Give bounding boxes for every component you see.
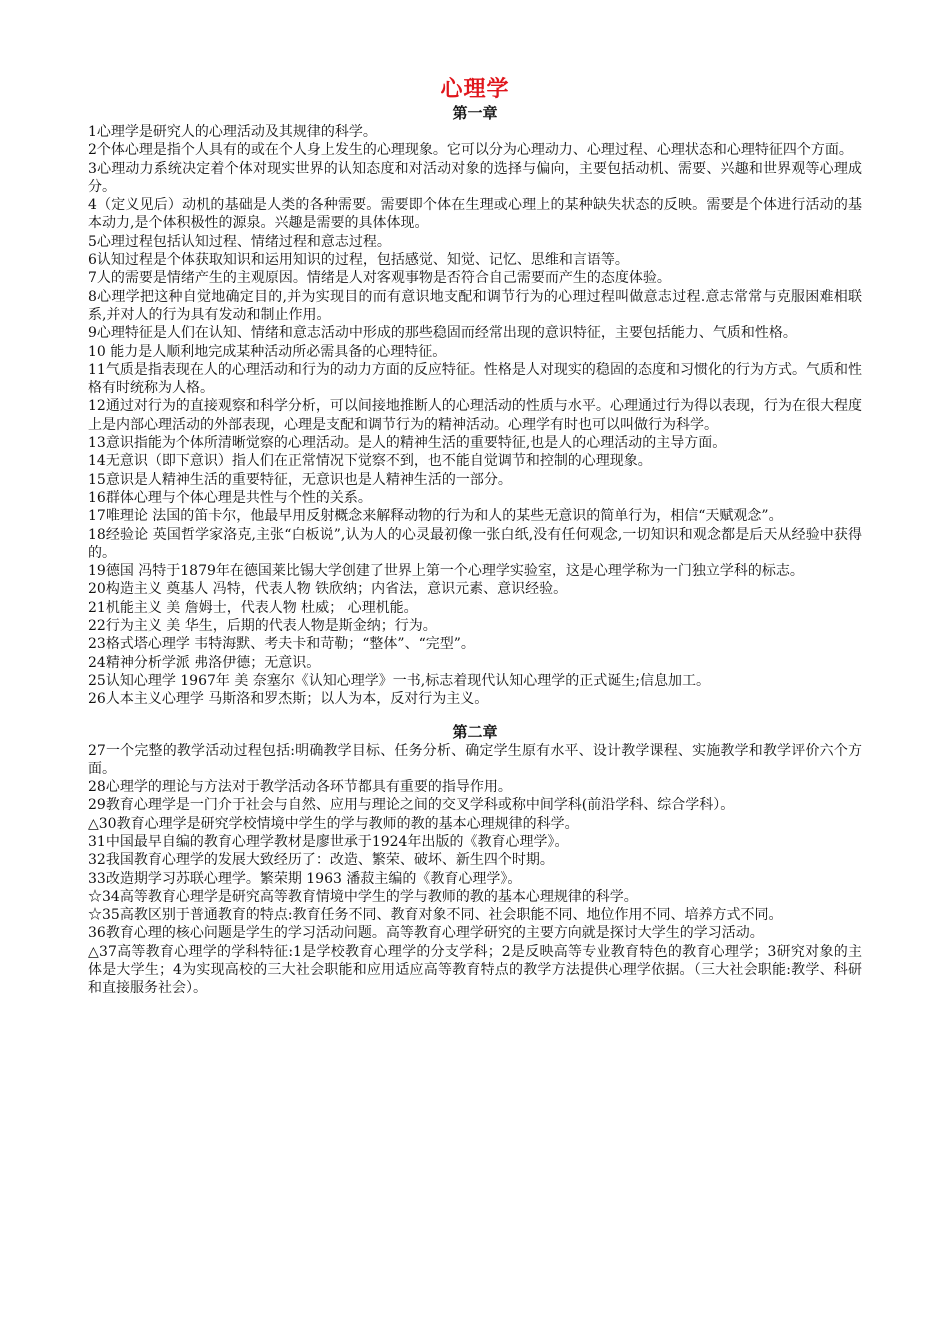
list-item: 17唯理论 法国的笛卡尔，他最早用反射概念来解释动物的行为和人的某些无意识的简单行为，相信“天赋观念”。: [88, 508, 783, 525]
chapter-1-items: [88, 123, 862, 709]
list-item: 18经验论 英国哲学家洛克,主张“白板说”,认为人的心灵最初像一张白纸,没有任何观念,一切知识和观念都是后天从经验中获得的。: [88, 526, 862, 561]
list-item: 4（定义见后）动机的基础是人类的各种需要。需要即个体在生理或心理上的某种缺失状态的反映。需要是个体进行活动的基本动力,是个体积极性的源泉。兴趣是需要的具体体现。: [88, 197, 862, 232]
list-item: 33改造期学习苏联心理学。繁荣期 1963 潘菽主编的《教育心理学》。: [88, 870, 522, 887]
list-item: 3心理动力系统决定着个体对现实世界的认知态度和对活动对象的选择与偏向，主要包括动机、需要、兴趣和世界观等心理成分。: [88, 160, 862, 195]
document-page: [88, 74, 862, 998]
list-item: 29教育心理学是一门介于社会与自然、应用与理论之间的交叉学科或称中间学科(前沿学科、综合学科）。: [88, 797, 735, 814]
list-item: 16群体心理与个体心理是共性与个性的关系。: [88, 489, 372, 506]
list-item: 20构造主义 奠基人 冯特，代表人物 铁欣纳；内省法，意识元素、意识经验。: [88, 581, 568, 598]
list-item: 13意识指能为个体所清晰觉察的心理活动。是人的精神生活的重要特征,也是人的心理活动的主导方面。: [88, 435, 727, 452]
chapter-heading-1: 第一章: [452, 104, 498, 122]
list-item: 27一个完整的教学活动过程包括:明确教学目标、任务分析、确定学生原有水平、设计教学课程、实施教学和教学评价六个方面。: [88, 742, 862, 777]
list-item: 22行为主义 美 华生，后期的代表人物是斯金纳；行为。: [88, 618, 437, 635]
list-item: 5心理过程包括认知过程、情绪过程和意志过程。: [88, 233, 391, 250]
list-item: ☆34高等教育心理学是研究高等教育情境中学生的学与教师的教的基本心理规律的科学。: [88, 888, 638, 905]
list-item: 32我国教育心理学的发展大致经历了：改造、繁荣、破坏、新生四个时期。: [88, 852, 554, 869]
list-item: ☆35高教区别于普通教育的特点:教育任务不同、教育对象不同、社会职能不同、地位作用不同、培养方式不同。: [88, 907, 783, 924]
list-item: 12通过对行为的直接观察和科学分析，可以间接地推断人的心理活动的性质与水平。心理通过行为得以表现，行为在很大程度上是内部心理活动的外部表现，心理是支配和调节行为的精神活动。心理学有时也可以叫做行为科学。: [88, 398, 862, 433]
list-item: 6认知过程是个体获取知识和运用知识的过程，包括感觉、知觉、记忆、思维和言语等。: [88, 252, 629, 269]
list-item: 9心理特征是人们在认知、情绪和意志活动中形成的那些稳固而经常出现的意识特征，主要包括能力、气质和性格。: [88, 325, 797, 342]
list-item: 23格式塔心理学 韦特海默、考夫卡和苛勒；“整体”、“完型”。: [88, 636, 475, 653]
list-item: 36教育心理的核心问题是学生的学习活动问题。高等教育心理学研究的主要方向就是探讨大学生的学习活动。: [88, 925, 764, 942]
list-item: 15意识是人精神生活的重要特征，无意识也是人精神生活的一部分。: [88, 471, 512, 488]
list-item: 1心理学是研究人的心理活动及其规律的科学。: [88, 124, 377, 140]
list-item: 14无意识（即下意识）指人们在正常情况下觉察不到，也不能自觉调节和控制的心理现象。: [88, 453, 652, 470]
list-item: 11气质是指表现在人的心理活动和行为的动力方面的反应特征。性格是人对现实的稳固的态度和习惯化的行为方式。气质和性格有时统称为人格。: [88, 361, 862, 397]
document-title: 心理学: [440, 76, 510, 102]
list-item: △37高等教育心理学的学科特征:1是学校教育心理学的分支学科；2是反映高等专业教育特色的教育心理学；3研究对象的主体是大学生；4为实现高校的三大社会职能和应用适应高等教育特点的教学方法提供心理学依据。（三大社会职能:教学、科研和直接服务社会）。: [88, 943, 862, 997]
list-item: 8心理学把这种自觉地确定目的,并为实现目的而有意识地支配和调节行为的心理过程叫做意志过程.意志常常与克服困难相联系,并对人的行为具有发动和制止作用。: [88, 288, 862, 323]
list-item: 26人本主义心理学 马斯洛和罗杰斯；以人为本，反对行为主义。: [88, 691, 489, 708]
list-item: 7人的需要是情绪产生的主观原因。情绪是人对客观事物是否符合自己需要而产生的态度体验。: [88, 270, 671, 287]
list-item: 10 能力是人顺利地完成某种活动所必需具备的心理特征。: [88, 343, 447, 360]
list-item: 21机能主义 美 詹姆士，代表人物 杜威； 心理机能。: [88, 599, 418, 616]
list-item: △30教育心理学是研究学校情境中学生的学与教师的教的基本心理规律的科学。: [88, 815, 579, 832]
list-item: 2个体心理是指个人具有的或在个人身上发生的心理现象。它可以分为心理动力、心理过程、心理状态和心理特征四个方面。: [88, 142, 853, 159]
chapter-2-items: [88, 742, 862, 998]
list-item: 19德国 冯特于1879年在德国莱比锡大学创建了世界上第一个心理学实验室，这是心理学称为一门独立学科的标志。: [88, 563, 804, 580]
chapter-heading-2: 第二章: [452, 722, 498, 741]
list-item: 24精神分析学派 弗洛伊德；无意识。: [88, 654, 321, 671]
list-item: 25认知心理学 1967年 美 奈塞尔《认知心理学》一书,标志着现代认知心理学的正式诞生;信息加工。: [88, 672, 710, 689]
list-item: 28心理学的理论与方法对于教学活动各环节都具有重要的指导作用。: [88, 779, 512, 796]
list-item: 31中国最早自编的教育心理学教材是廖世承于1924年出版的《教育心理学》。: [88, 833, 569, 850]
